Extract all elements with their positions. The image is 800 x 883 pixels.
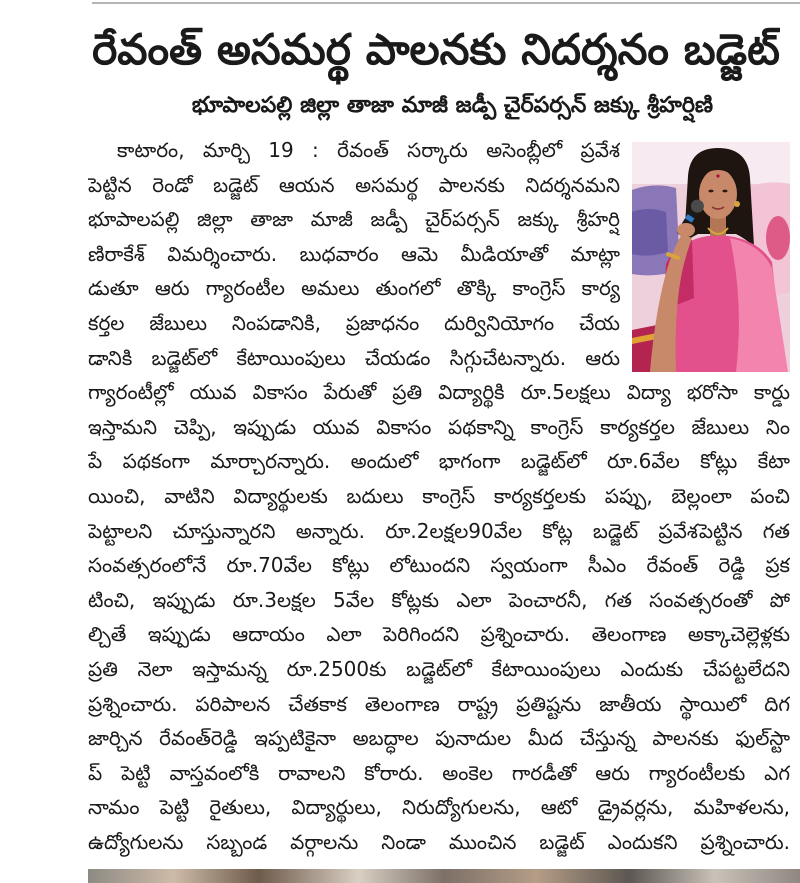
speaker-photo xyxy=(632,142,790,372)
article-body-line: ప్రతి నెలా ఇస్తామన్న రూ.2500కు బడ్జెట్‌లో కేటాయింపులు ఎందుకు చేపట్టలేదని xyxy=(88,656,790,681)
headline: రేవంత్ అసమర్థ పాలనకు నిదర్శనం బడ్జెట్ xyxy=(92,26,780,75)
article-body-line: ఇస్తామని చెప్పి, ఇప్పుడు యువ వికాసం పథకాన్ని కాంగ్రెస్ కార్యకర్తల జేబులు నిం xyxy=(88,414,790,439)
top-rule-divider xyxy=(92,2,800,4)
subheadline: భూపాలపల్లి జిల్లా తాజా మాజీ జడ్పీ చైర్‌పర్సన్ జక్కు శ్రీహర్షిణి xyxy=(191,93,714,118)
article-body-line: ణిరాకేశ్ విమర్శించారు. బుధవారం ఆమె మీడియాతో మాట్లా xyxy=(88,241,620,266)
article-body-line: నామం పెట్టి రైతులు, విద్యార్థులు, నిరుద్యోగులను, ఆటో డ్రైవర్లను, మహిళలను, xyxy=(88,795,790,820)
right-earring xyxy=(734,201,740,207)
right-eye xyxy=(722,190,727,193)
hand xyxy=(677,223,695,237)
article-body-line: ల్చితే ఇప్పుడు ఆదాయం ఎలా పెరిగిందని ప్రశ్నించారు. తెలంగాణ అక్కాచెల్లెళ్లకు xyxy=(88,622,790,647)
adjacent-photo-strip xyxy=(88,869,800,883)
article-body-line: సంవత్సరంలోనే రూ.70వేల కోట్లు లోటుందని స్వయంగా సీఎం రేవంత్ రెడ్డి ప్రక xyxy=(88,553,790,578)
article-body-line: ప్రశ్నించారు. పరిపాలన చేతకాక తెలంగాణ రాష్ట్ర ప్రతిష్టను జాతీయ స్థాయిలో దిగ xyxy=(88,691,790,716)
article-body-line: పెట్టిన రెండో బడ్జెట్ ఆయన అసమర్థ పాలనకు నిదర్శనమని xyxy=(88,172,620,197)
photo-banner-right-blotch xyxy=(766,216,790,260)
photo-banner-left-shade xyxy=(632,209,668,256)
article-body-line: గ్యారంటీల్లో యువ వికాసం పేరుతో ప్రతి విద్యార్థికి రూ.5లక్షలు విద్యా భరోసా కార్డు xyxy=(88,380,790,405)
left-eye xyxy=(708,190,713,193)
article-body-line: టించి, ఇప్పుడు రూ.3లక్షల 5వేల కోట్లకు ఎలా పెంచారనీ, గత సంవత్సరంతో పో xyxy=(88,587,790,612)
article-body-line: ప్ పెట్టి వాస్తవంలోకి రావాలని కోరారు. అంకెల గారడీతో ఆరు గ్యారంటీలకు ఎగ xyxy=(88,760,790,785)
article-body-line: పెట్టాలని చూస్తున్నారని అన్నారు. రూ.2లక్షల90వేల కోట్ల బడ్జెట్ ప్రవేశపెట్టిన గత xyxy=(88,518,790,543)
article-body-line: డానికి బడ్జెట్‌లో కేటాయింపులు చేయడం సిగ్గుచేటన్నారు. ఆరు xyxy=(88,345,620,370)
article-body-line: ఉద్యోగులను సబ్బండ వర్గాలను నిండా ముంచిన బడ్జెట్ ఎందుకని ప్రశ్నించారు. xyxy=(88,829,790,854)
article-body-line: కర్తల జేబులు నింపడానికి, ప్రజాధనం దుర్వినియోగం చేయ xyxy=(88,310,620,335)
article-body-line: జార్చిన రేవంత్‌రెడ్డి ఇప్పటికైనా అబద్ధాల పునాదుల మీద చేస్తున్న పాలనకు ఫుల్‌స్టా xyxy=(88,726,790,751)
article-body-line: డుతూ ఆరు గ్యారంటీల అమలు తుంగలో తొక్కి కాంగ్రెస్ కార్య xyxy=(88,276,620,301)
article-body-line: భూపాలపల్లి జిల్లా తాజా మాజీ జడ్పీ చైర్‌పర్సన్ జక్కు శ్రీహర్షి xyxy=(88,207,620,232)
bindi xyxy=(716,174,719,177)
article-body-line: కాటారం, మార్చి 19 : రేవంత్ సర్కారు అసెంబ్లీలో ప్రవేశ xyxy=(117,138,620,162)
article-body-line: యించి, వాటిని విద్యార్థులకు బదులు కాంగ్రెస్ కార్యకర్తలకు పప్పు, బెల్లంలా పంచి xyxy=(88,483,790,508)
speaker-photo-image xyxy=(632,142,790,372)
article-body-line: పే పథకంగా మార్చారన్నారు. అందులో భాగంగా బడ్జెట్‌లో రూ.6వేల కోట్లు కేటా xyxy=(88,449,790,474)
